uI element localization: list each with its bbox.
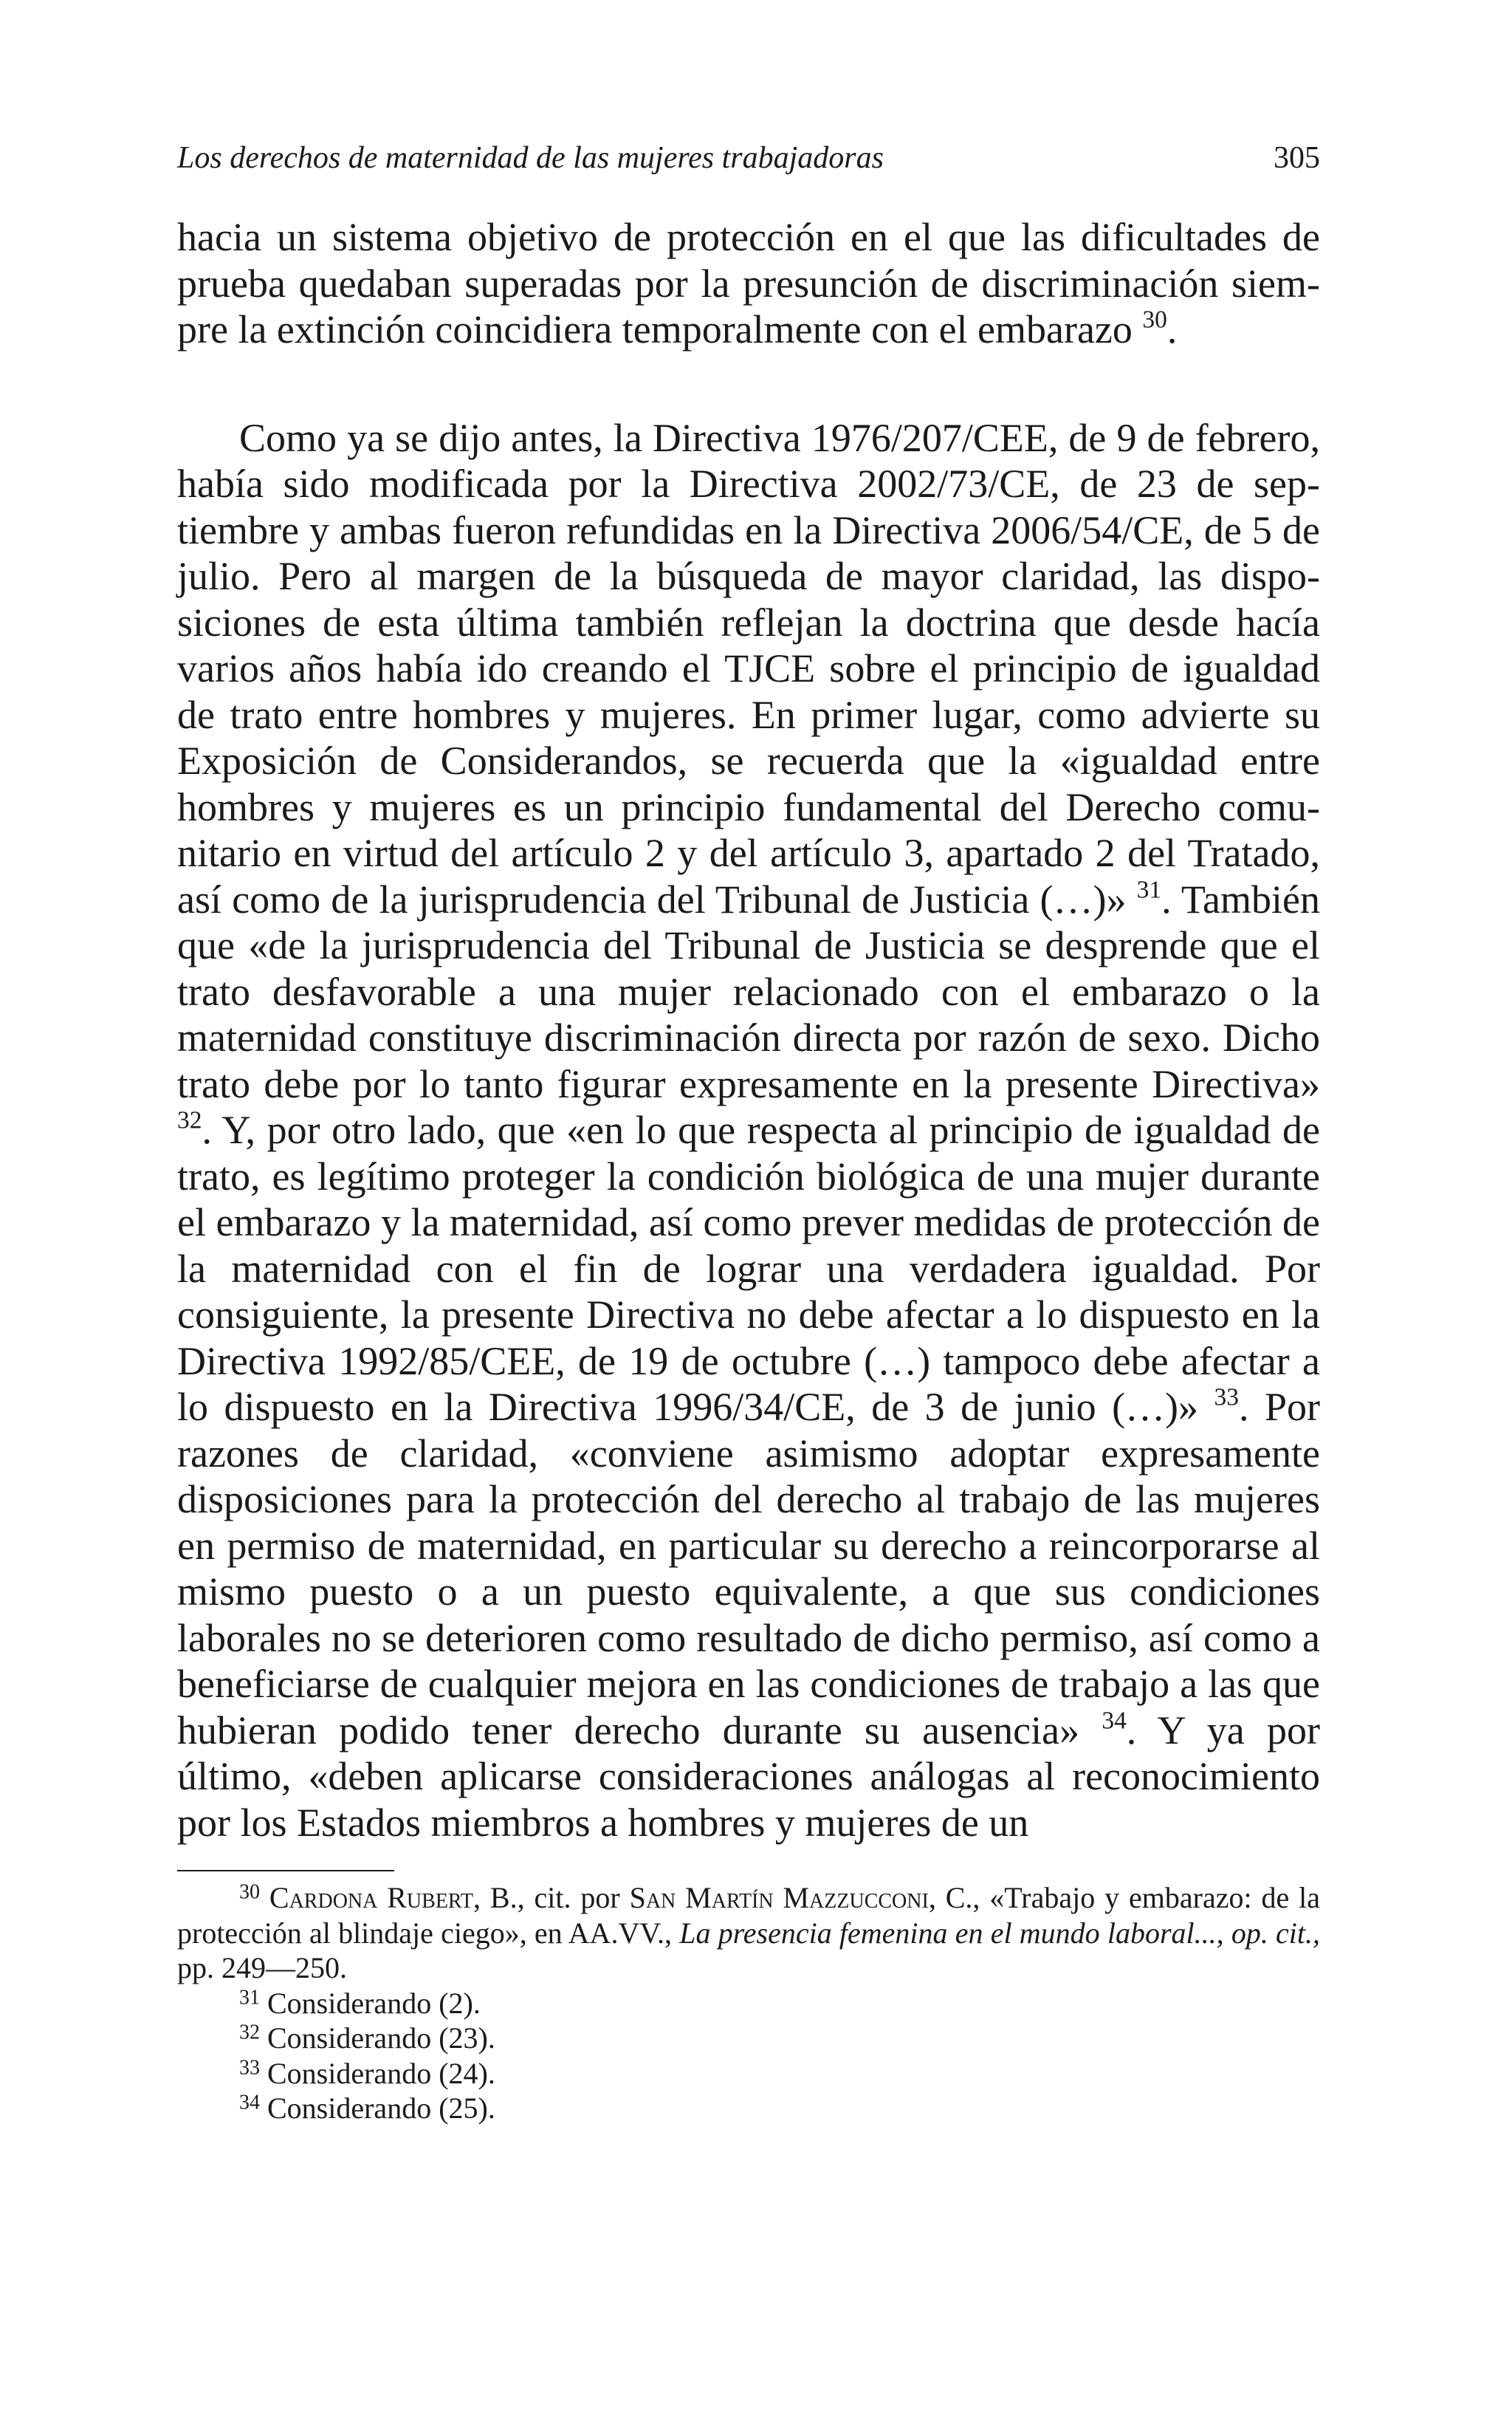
footnote-text: , C., «Trabajo y embarazo: de la protección al blindaje ciego», en AA.VV., bbox=[177, 1881, 1320, 1950]
footnote-ref-34[interactable]: 34 bbox=[1102, 1706, 1127, 1734]
footnote-author: San Martín Mazzucconi bbox=[629, 1881, 929, 1914]
footnote-author: Cardona Rubert bbox=[269, 1881, 474, 1914]
paragraph-1 bbox=[177, 214, 1320, 353]
footnote-number: 31 bbox=[239, 1985, 260, 2009]
running-title: Los derechos de maternidad de las mujeres trabajadoras bbox=[177, 141, 884, 175]
paragraph-2-seg-1: Como ya se dijo antes, la Directiva 1976/207/CEE, de 9 de febrero, había sido modificada por la Directiva 2002/73/CE, de 23 de septiembre y ambas fueron refundidas en la Directiva 2006/54/CE, de 5 de julio. Pero al margen de la búsqueda de mayor claridad, las disposiciones de esta última también reflejan la doctrina que desde hacía varios años había ido creando el TJCE sobre el principio de igualdad de trato entre hombres y mujeres. En primer lugar, como advierte su Exposición de Considerandos, se recuerda que la «igualdad entre hombres y mujeres es un principio fundamental del Derecho comunitario en virtud del artículo 2 y del artículo 3, apartado 2 del Tratado, así como de la jurisprudencia del Tribunal de Justicia (…)» bbox=[177, 415, 1320, 922]
footnote-number: 32 bbox=[239, 2021, 260, 2044]
footnote-ref-30[interactable]: 30 bbox=[1142, 306, 1167, 334]
footnote-text: Considerando (23). bbox=[267, 2021, 495, 2055]
footnote-ref-32[interactable]: 32 bbox=[177, 1106, 202, 1134]
footnote-book-title: La presencia femenina en el mundo laboral..., op. cit., bbox=[679, 1916, 1320, 1950]
footnote-text: Considerando (25). bbox=[267, 2091, 495, 2125]
footnote-ref-33[interactable]: 33 bbox=[1214, 1383, 1239, 1411]
footnote-32 bbox=[177, 2021, 1320, 2056]
footnote-30 bbox=[177, 1880, 1320, 1986]
footnote-33 bbox=[177, 2056, 1320, 2091]
paragraph-1-end: . bbox=[1166, 307, 1178, 352]
paragraph-1-text: hacia un sistema objetivo de protección en el que las dificultades de prueba quedaban superadas por la presunción de discriminación siempre la extinción coincidiera temporalmente con el embarazo bbox=[177, 215, 1320, 352]
main-text bbox=[177, 214, 1320, 1846]
footnote-text: , B., cit. por bbox=[473, 1881, 630, 1914]
footnote-text: Considerando (2). bbox=[267, 1986, 481, 2020]
footnote-number: 34 bbox=[239, 2091, 260, 2114]
footnote-text: Considerando (24). bbox=[267, 2056, 495, 2090]
footnotes bbox=[177, 1880, 1320, 2126]
page-number: 305 bbox=[1274, 141, 1320, 175]
footnote-31 bbox=[177, 1986, 1320, 2021]
paragraph-2-seg-3: . Y, por otro lado, que «en lo que respecta al principio de igualdad de trato, es legítimo proteger la condición biológica de una mujer durante el embarazo y la maternidad, así como prever medidas de protección de la maternidad con el fin de lograr una verdadera igualdad. Por consiguiente, la presente Directiva no debe afectar a lo dispuesto en la Directiva 1992/85/CEE, de 19 de octubre (…) tampoco debe afectar a lo dispuesto en la Directiva 1996/34/CE, de 3 de junio (…)» bbox=[177, 1108, 1320, 1429]
running-header bbox=[177, 137, 1320, 179]
footnote-number: 33 bbox=[239, 2055, 260, 2079]
paragraph-2-seg-5: . Y ya por último, «deben aplicarse consideraciones análogas al reconocimiento por los Estados miembros a hombres y mujeres de un bbox=[177, 1707, 1320, 1845]
paragraph-2-seg-2: . También que «de la jurisprudencia del Tribunal de Justicia se desprende que el trato desfavorable a una mujer relacionado con el embarazo o la maternidad constituye discriminación directa por razón de sexo. Dicho trato debe por lo tanto figurar expresamente en la presente Directiva» bbox=[177, 877, 1320, 1106]
paragraph-2-seg-4: . Por razones de claridad, «conviene asimismo adoptar expresamente disposiciones para la protección del derecho al trabajo de las mujeres en permiso de maternidad, en particular su derecho a reincorporarse al mismo puesto o a un puesto equivalente, a que sus condiciones laborales no se deterioren como resultado de dicho permiso, así como a beneficiarse de cualquier mejora en las condiciones de trabajo a las que hubieran podido tener derecho durante su ausencia» bbox=[177, 1385, 1320, 1753]
footnote-34 bbox=[177, 2091, 1320, 2126]
footnote-number: 30 bbox=[239, 1880, 260, 1904]
footnote-pages: pp. 249—250. bbox=[177, 1951, 347, 1984]
footnote-ref-31[interactable]: 31 bbox=[1136, 875, 1162, 903]
paragraph-2 bbox=[177, 415, 1320, 1846]
footnote-separator bbox=[177, 1870, 394, 1871]
